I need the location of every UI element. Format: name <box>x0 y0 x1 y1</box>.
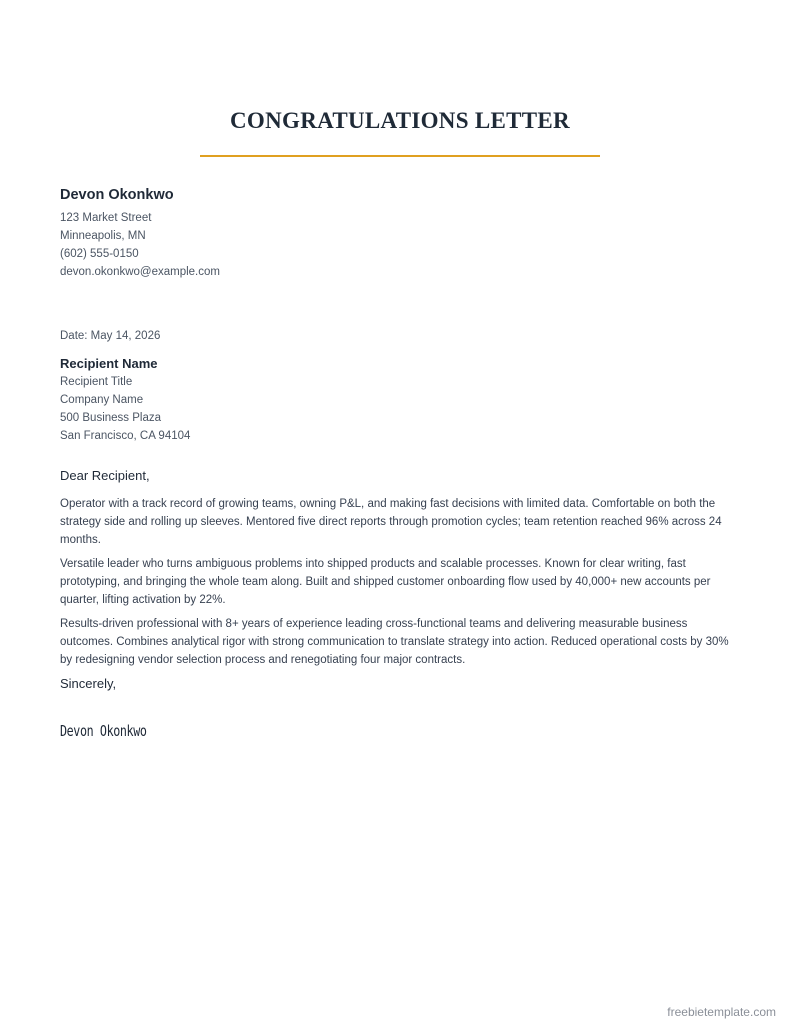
footer-watermark: freebietemplate.com <box>667 1005 776 1019</box>
salutation: Dear Recipient, <box>60 468 150 483</box>
closing: Sincerely, <box>60 676 117 691</box>
recipient-block <box>60 355 190 445</box>
sender-address: 123 Market Street <box>60 212 152 224</box>
body-paragraph-1: Operator with a track record of growing teams, owning P&L, and making fast decisions with limited data. Comfortable on both the strategy side and rolling up sleeves. Mentored five direct reports through promotion cycles; team retention reached 96% across 24 months. <box>60 498 722 546</box>
signature: Devon Okonkwo <box>60 722 147 740</box>
sender-block <box>60 186 220 281</box>
body-paragraph-2: Versatile leader who turns ambiguous problems into shipped products and scalable processes. Known for clear writing, fast prototyping, and bringing the whole team along. Built and shipped customer onboarding flow used by 40,000+ new accounts per quarter, lifting activation by 22%. <box>60 558 711 606</box>
sender-email: devon.okonkwo@example.com <box>60 266 220 278</box>
title-divider <box>200 155 600 157</box>
sender-phone: (602) 555-0150 <box>60 248 139 260</box>
recipient-address: 500 Business Plaza <box>60 412 162 424</box>
recipient-city: San Francisco, CA 94104 <box>60 430 191 442</box>
recipient-title: Recipient Title <box>60 376 133 388</box>
sender-name: Devon Okonkwo <box>60 187 174 203</box>
letter-date: Date: May 14, 2026 <box>60 330 161 342</box>
body-paragraph-3: Results-driven professional with 8+ years of experience leading cross-functional teams and delivering measurable business outcomes. Combines analytical rigor with strong communication to translate strategy into action. Reduced operational costs by 30% by redesigning vendor selection process and renegotiating four major contracts. <box>60 618 729 666</box>
recipient-name: Recipient Name <box>60 356 158 371</box>
page-title: CONGRATULATIONS LETTER <box>230 108 570 133</box>
letter-body <box>60 495 742 675</box>
sender-city: Minneapolis, MN <box>60 230 146 242</box>
recipient-company: Company Name <box>60 394 144 406</box>
